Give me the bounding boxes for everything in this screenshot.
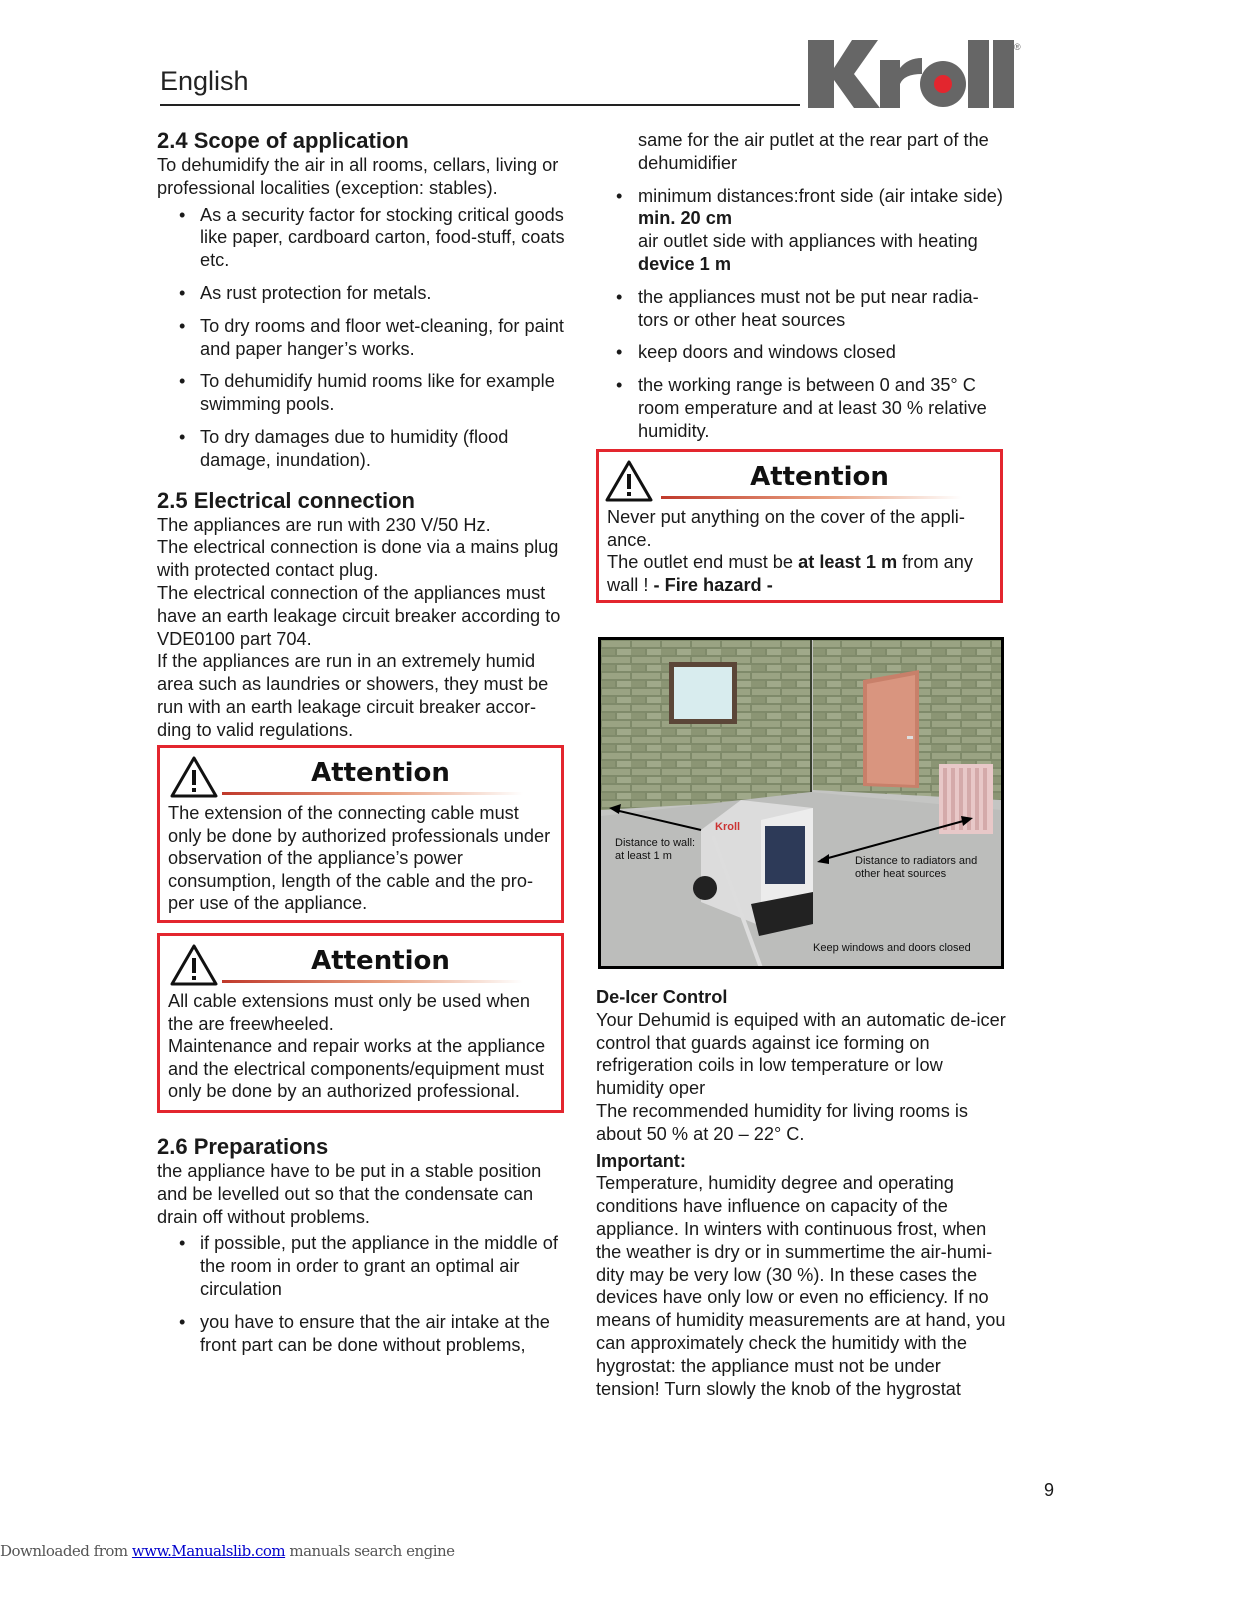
attention-header: [168, 748, 553, 798]
attention-box-3: [596, 449, 1003, 603]
electrical-p4: If the appliances are run in an extremely humid area such as laundries or showers, they must be run with an earth leakage circuit breaker accor-ding to valid regulations.: [157, 651, 549, 740]
room-illustration: [598, 637, 1004, 969]
label-wall-distance-2: at least 1 m: [615, 850, 672, 862]
distance-text: minimum distances:front side (air intake side): [638, 185, 1003, 206]
list-item: • To dry rooms and floor wet-cleaning, for paint and paper hanger’s works.: [157, 315, 567, 361]
deicer-p2: The recommended humidity for living rooms is about 50 % at 20 – 22° C.: [596, 1100, 968, 1144]
electrical-p1: The appliances are run with 230 V/50 Hz.: [157, 514, 491, 535]
attention-underline: [222, 980, 523, 983]
label-radiator-1: Distance to radiators and: [855, 855, 978, 867]
electrical-p2: The electrical connection is done via a mains plug with protected contact plug.: [157, 537, 559, 581]
list-item: • the appliances must not be put near radia-tors or other heat sources: [596, 286, 1006, 332]
attention-text: The extension of the connecting cable must only be done by authorized professionals under observation of the appliance’s power consumption, length of the cable and the pro-per use of the appliance.: [168, 803, 551, 913]
electrical-p3: The electrical connection of the appliances must have an earth leakage circuit breaker according to VDE0100 part 704.: [157, 582, 561, 649]
scope-intro: To dehumidify the air in all rooms, cellars, living or professional localities (exception: stables).: [157, 155, 559, 198]
list-item: [596, 185, 1006, 276]
list-item: • To dry damages due to humidity (flood damage, inundation).: [157, 426, 567, 472]
attention-p2: Maintenance and repair works at the appliance and the electrical components/equipment must only be done by an authorized professional.: [168, 1036, 546, 1101]
attention-header: [168, 936, 553, 986]
list-item: • As a security factor for stocking critical goods like paper, cardboard carton, food-stuff, coats etc.: [157, 204, 567, 272]
attention-box-2: [157, 933, 564, 1113]
attention-text: [607, 506, 992, 596]
svg-text:®: ®: [1014, 42, 1021, 52]
footer-prefix: Downloaded from: [0, 1542, 132, 1560]
preparations-section: [157, 1134, 567, 1366]
room-scene: [601, 640, 1001, 966]
scope-list: [157, 204, 567, 472]
list-item: • the working range is between 0 and 35° C room emperature and at least 30 % relative humidity.: [596, 374, 1006, 442]
continued-text: same for the air putlet at the rear part of the dehumidifier: [638, 130, 989, 173]
attention-title: Attention: [311, 758, 450, 788]
download-footer: [0, 1542, 455, 1560]
right-column: [596, 129, 1006, 453]
attention-text: [168, 990, 553, 1103]
important-text: Temperature, humidity degree and operating conditions have influence on capacity of the appliance. In winters with continuous frost, when the weather is dry or in summertime the air-humi-dity may be very low (30 %). In these cases the devices have only low or even no efficiency. If no means of humidity measurements are at hand, you can approximately check the humitidy with the hygrostat: the appliance must not be under tension! Turn slowly the knob of the hygrostat: [596, 1173, 1006, 1399]
distance-min: min. 20 cm: [638, 208, 733, 229]
label-wall-distance-1: Distance to wall:: [615, 837, 696, 849]
kroll-logo: [808, 40, 1023, 112]
section-title-2-6: 2.6 Preparations: [157, 1134, 329, 1159]
list-item: • To dehumidify humid rooms like for example swimming pools.: [157, 370, 567, 416]
preparations-list-cont: [596, 185, 1006, 443]
label-windows-closed: Keep windows and doors closed: [813, 942, 971, 954]
page-number: 9: [1044, 1480, 1055, 1500]
section-title-2-5: 2.5 Electrical connection: [157, 487, 415, 513]
attention-p2: [607, 551, 992, 596]
deicer-title: De-Icer Control: [596, 987, 728, 1007]
attention-underline: [222, 792, 523, 795]
deicer-section: [596, 986, 1008, 1400]
deicer-p1: Your Dehumid is equiped with an automatic de-icer control that guards against ice forming on refrigeration coils in low temperature or low humidity oper: [596, 1009, 1006, 1099]
preparations-list: [157, 1232, 567, 1356]
outlet-text: The outlet end must be: [607, 552, 799, 572]
header-language: English: [160, 66, 249, 96]
attention-header: [607, 452, 992, 502]
attention-title: Attention: [311, 946, 450, 976]
outlet-distance: device 1 m: [638, 253, 732, 274]
preparations-intro: the appliance have to be put in a stable position and be levelled out so that the condensate can drain off without problems.: [157, 1161, 542, 1227]
outlet-distance: at least 1 m: [798, 552, 898, 572]
important-label: Important:: [596, 1150, 686, 1171]
left-column: [157, 128, 567, 742]
section-title-2-4: 2.4 Scope of application: [157, 128, 409, 153]
header-rule: [160, 104, 800, 106]
fire-hazard: - Fire hazard -: [653, 574, 773, 595]
list-item: • As rust protection for metals.: [157, 282, 567, 305]
label-radiator-2: other heat sources: [855, 868, 947, 880]
list-item: • if possible, put the appliance in the middle of the room in order to grant an optimal air circulation: [157, 1232, 567, 1300]
attention-p1: All cable extensions must only be used when the are freewheeled.: [168, 991, 530, 1034]
attention-p1: Never put anything on the cover of the appli-ance.: [607, 507, 965, 550]
footer-suffix: manuals search engine: [285, 1542, 455, 1560]
attention-box-1: [157, 745, 564, 923]
attention-underline: [661, 496, 962, 499]
outlet-text: air outlet side with appliances with heating: [638, 231, 978, 252]
list-item: • you have to ensure that the air intake at the front part can be done without problems,: [157, 1311, 567, 1357]
attention-title: Attention: [750, 462, 889, 492]
manualslib-link[interactable]: www.Manualslib.com: [131, 1542, 286, 1560]
list-item: • keep doors and windows closed: [596, 341, 1006, 364]
device-brand-label: Kroll: [715, 821, 741, 833]
wall-text: from any wall !: [607, 552, 973, 595]
